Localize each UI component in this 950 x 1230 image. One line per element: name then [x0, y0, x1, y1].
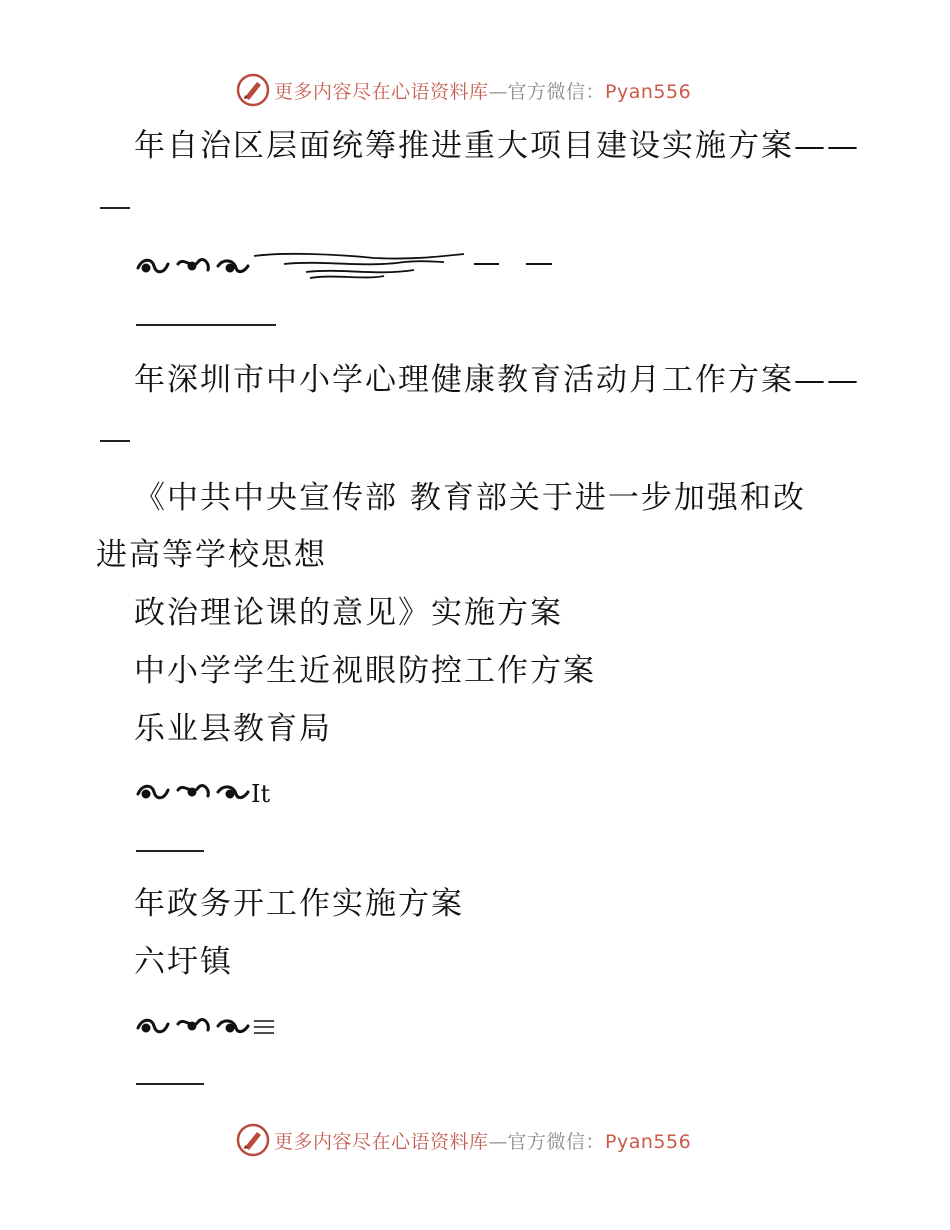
dash-rule	[136, 850, 204, 852]
official-label: 官方微信：	[507, 80, 606, 103]
brand-text: 更多内容尽在心语资料库	[274, 1130, 489, 1153]
official-label: 官方微信：	[507, 1130, 606, 1153]
footer-watermark-banner	[236, 1122, 691, 1158]
dash-rule	[136, 1083, 204, 1085]
fleuron-ornament-icon	[134, 250, 554, 284]
doc-line-9: 六圩镇	[134, 944, 233, 980]
banner-dash: —	[488, 1130, 508, 1153]
banner-dash: —	[488, 80, 508, 103]
pen-logo-icon	[236, 73, 270, 107]
doc-line-5: 政治理论课的意见》实施方案	[134, 595, 563, 631]
wechat-id: Pyan556	[605, 80, 692, 103]
doc-line-2: 年深圳市中小学心理健康教育活动月工作方案——	[134, 362, 860, 398]
fleuron-ornament-icon	[134, 776, 284, 810]
header-watermark-banner	[236, 72, 691, 108]
dash-rule	[136, 324, 276, 326]
doc-line-8: 年政务开工作实施方案	[134, 886, 464, 922]
pen-logo-icon	[236, 1123, 270, 1157]
fleuron-ornament-icon	[134, 1010, 284, 1044]
dash-rule	[100, 440, 130, 442]
wechat-id: Pyan556	[605, 1130, 692, 1153]
doc-line-7: 乐业县教育局	[134, 711, 332, 747]
dash-rule	[100, 207, 130, 209]
doc-line-6: 中小学学生近视眼防控工作方案	[134, 653, 596, 689]
doc-line-4: 进高等学校思想	[96, 537, 327, 573]
doc-line-1: 年自治区层面统筹推进重大项目建设实施方案——	[134, 128, 860, 164]
it-mark: It	[251, 780, 271, 808]
doc-line-3: 《中共中央宣传部 教育部关于进一步加强和改	[134, 480, 806, 516]
brand-text: 更多内容尽在心语资料库	[274, 80, 489, 103]
